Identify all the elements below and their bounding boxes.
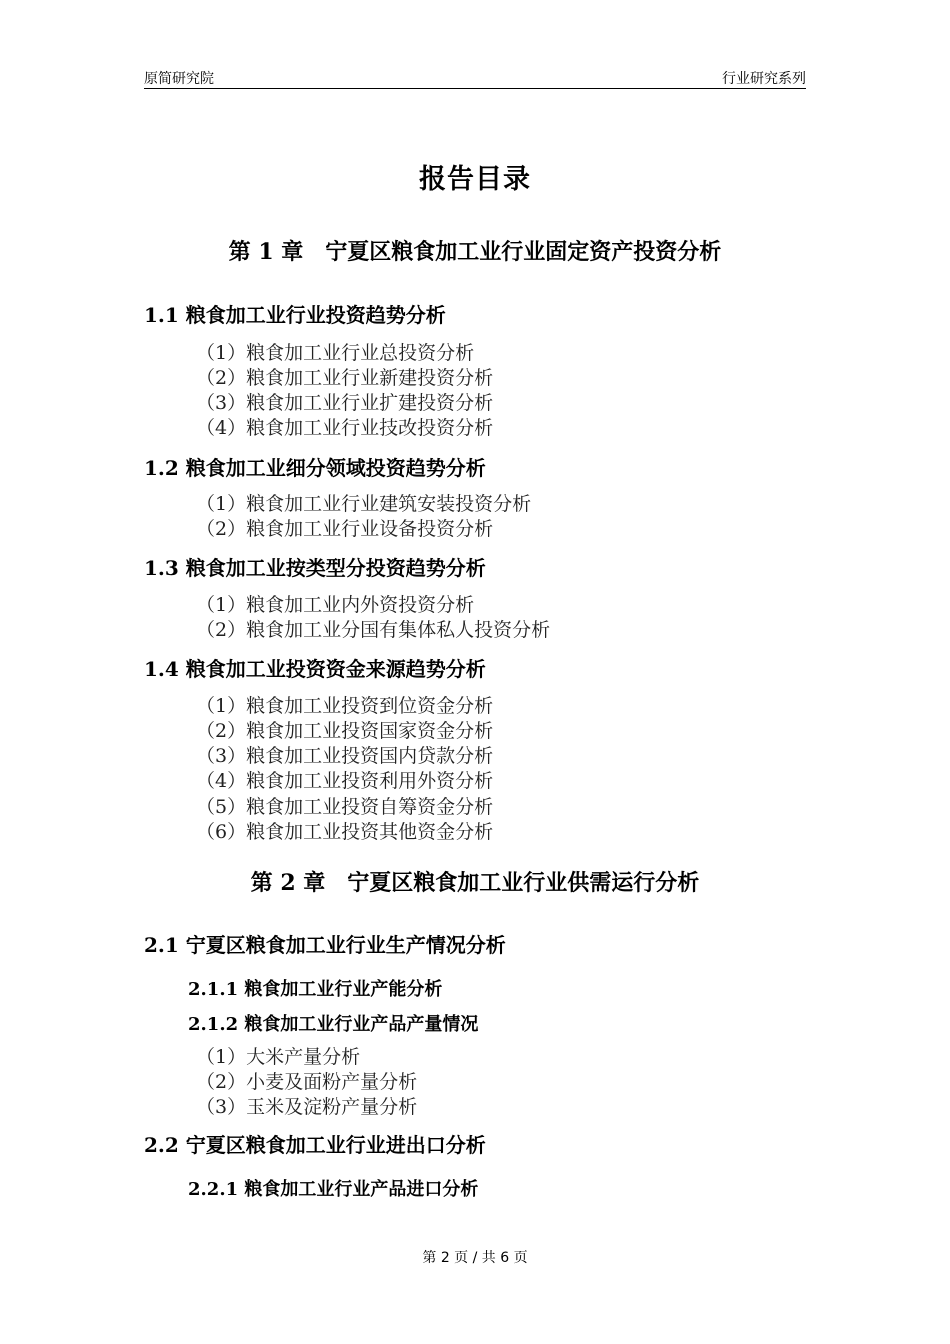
toc-section: 1.3 粮食加工业按类型分投资趋势分析 (144, 556, 486, 580)
toc-section: 1.1 粮食加工业行业投资趋势分析 (144, 303, 446, 327)
toc-item: （3）粮食加工业投资国内贷款分析 (196, 745, 494, 767)
toc-item: （4）粮食加工业行业技改投资分析 (196, 417, 494, 439)
toc-item: （2）小麦及面粉产量分析 (196, 1071, 418, 1093)
toc-item: （2）粮食加工业投资国家资金分析 (196, 720, 494, 742)
toc-item: （1）粮食加工业投资到位资金分析 (196, 695, 494, 717)
toc-section: 2.2 宁夏区粮食加工业行业进出口分析 (144, 1133, 486, 1157)
toc-item: （2）粮食加工业行业设备投资分析 (196, 518, 494, 540)
toc-chapter: 第 2 章 宁夏区粮食加工业行业供需运行分析 (250, 870, 700, 896)
toc-section: 1.2 粮食加工业细分领域投资趋势分析 (144, 456, 486, 480)
toc-subsection: 2.1.1 粮食加工业行业产能分析 (188, 979, 443, 1000)
toc-item: （3）粮食加工业行业扩建投资分析 (196, 392, 494, 414)
toc-item: （1）大米产量分析 (196, 1046, 361, 1068)
toc-subsection: 2.1.2 粮食加工业行业产品产量情况 (188, 1014, 479, 1035)
toc-item: （1）粮食加工业内外资投资分析 (196, 594, 475, 616)
toc-item: （1）粮食加工业行业建筑安装投资分析 (196, 493, 532, 515)
toc-section: 1.4 粮食加工业投资资金来源趋势分析 (144, 657, 486, 681)
toc-section: 2.1 宁夏区粮食加工业行业生产情况分析 (144, 933, 506, 957)
page-title: 报告目录 (419, 164, 531, 195)
toc-subsection: 2.2.1 粮食加工业行业产品进口分析 (188, 1179, 479, 1200)
header-right-series: 行业研究系列 (722, 71, 806, 87)
toc-item: （6）粮食加工业投资其他资金分析 (196, 821, 494, 843)
page-header (144, 66, 806, 89)
toc-item: （4）粮食加工业投资利用外资分析 (196, 770, 494, 792)
toc-item: （2）粮食加工业分国有集体私人投资分析 (196, 619, 551, 641)
header-left-org: 原简研究院 (144, 71, 214, 87)
toc-item: （5）粮食加工业投资自筹资金分析 (196, 796, 494, 818)
page-footer-page-number: 第 2 页 / 共 6 页 (422, 1250, 528, 1266)
toc-item: （2）粮食加工业行业新建投资分析 (196, 367, 494, 389)
toc-item: （3）玉米及淀粉产量分析 (196, 1096, 418, 1118)
toc-item: （1）粮食加工业行业总投资分析 (196, 342, 475, 364)
toc-chapter: 第 1 章 宁夏区粮食加工业行业固定资产投资分析 (228, 239, 722, 265)
